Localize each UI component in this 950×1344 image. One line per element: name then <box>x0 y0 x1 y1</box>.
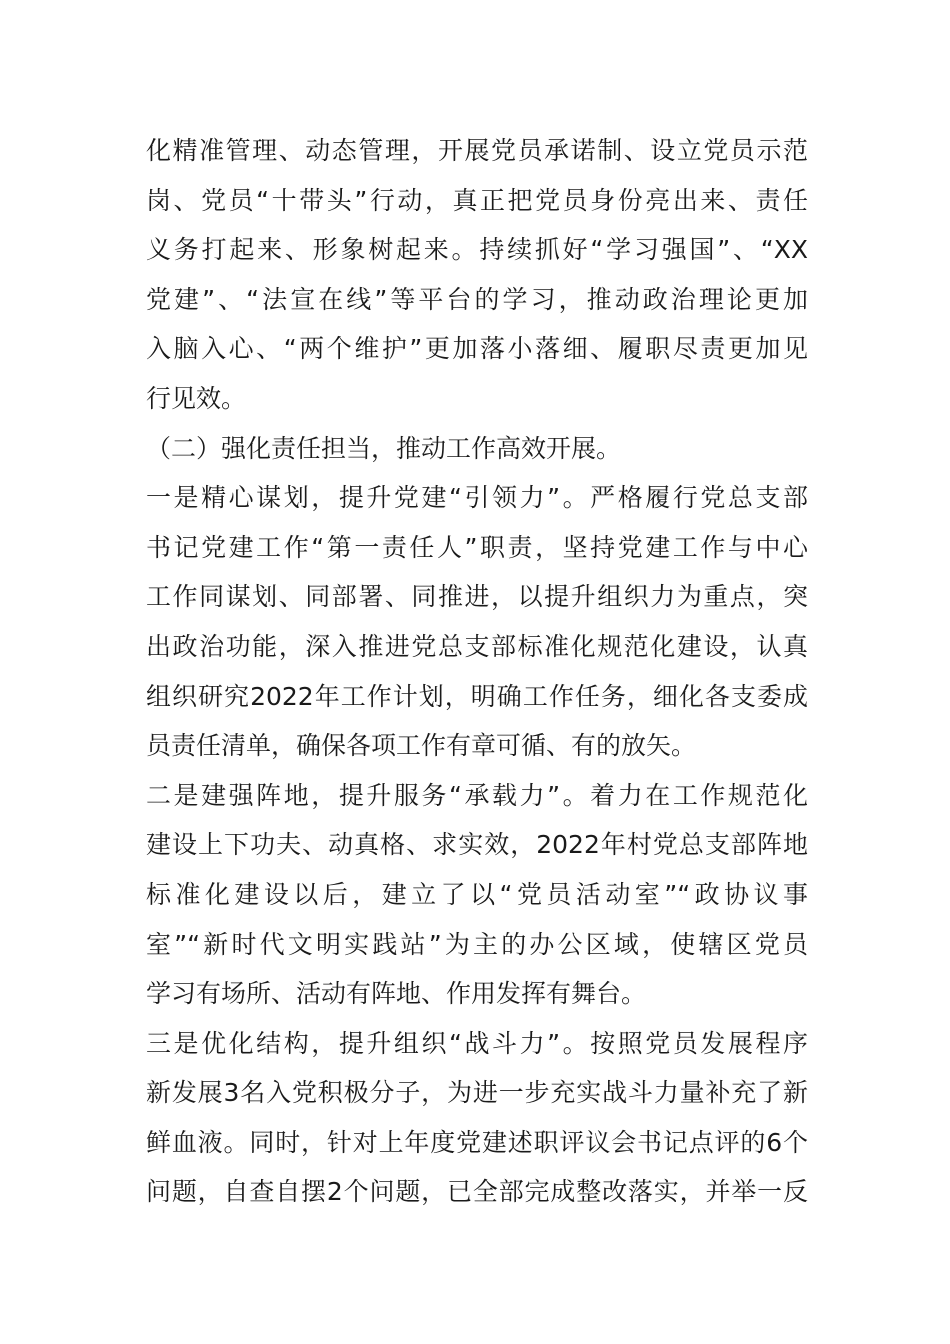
text-line: 党建”、“法宣在线”等平台的学习，推动政治理论更加 <box>146 284 808 314</box>
text-line: 标准化建设以后，建立了以“党员活动室”“政协议事 <box>146 879 808 909</box>
text-line: 行见效。 <box>146 383 247 413</box>
text-line: 室”“新时代文明实践站”为主的办公区域，使辖区党员 <box>146 929 808 959</box>
text-line: 二是建强阵地，提升服务“承载力”。着力在工作规范化 <box>146 780 808 810</box>
text-line: 书记党建工作“第一责任人”职责，坚持党建工作与中心 <box>146 532 808 562</box>
text-line: 建设上下功夫、动真格、求实效，2022年村党总支部阵地 <box>146 830 808 860</box>
text-line: 三是优化结构，提升组织“战斗力”。按照党员发展程序 <box>146 1028 808 1058</box>
text-line: 化精准管理、动态管理，开展党员承诺制、设立党员示范 <box>146 136 808 165</box>
text-line: 学习有场所、活动有阵地、作用发挥有舞台。 <box>146 979 647 1009</box>
text-line: 岗、党员“十带头”行动，真正把党员身份亮出来、责任 <box>146 185 808 215</box>
text-line: 新发展3名入党积极分子，为进一步充实战斗力量补充了新 <box>146 1078 808 1108</box>
text-line: 组织研究2022年工作计划，明确工作任务，细化各支委成 <box>146 681 808 711</box>
text-line: 工作同谋划、同部署、同推进，以提升组织力为重点，突 <box>146 582 808 612</box>
text-line: （二）强化责任担当，推动工作高效开展。 <box>146 433 622 463</box>
text-line: 入脑入心、“两个维护”更加落小落细、履职尽责更加见 <box>146 334 808 364</box>
text-line: 义务打起来、形象树起来。持续抓好“学习强国”、“XX <box>146 235 808 265</box>
body-text <box>146 126 808 1217</box>
text-line: 鲜血液。同时，针对上年度党建述职评议会书记点评的6个 <box>146 1127 808 1157</box>
text-line: 问题，自查自摆2个问题，已全部完成整改落实，并举一反 <box>146 1177 808 1207</box>
text-line: 员责任清单，确保各项工作有章可循、有的放矢。 <box>146 731 697 761</box>
text-line: 一是精心谋划，提升党建“引领力”。严格履行党总支部 <box>146 483 808 513</box>
text-line: 出政治功能，深入推进党总支部标准化规范化建设，认真 <box>146 631 808 661</box>
